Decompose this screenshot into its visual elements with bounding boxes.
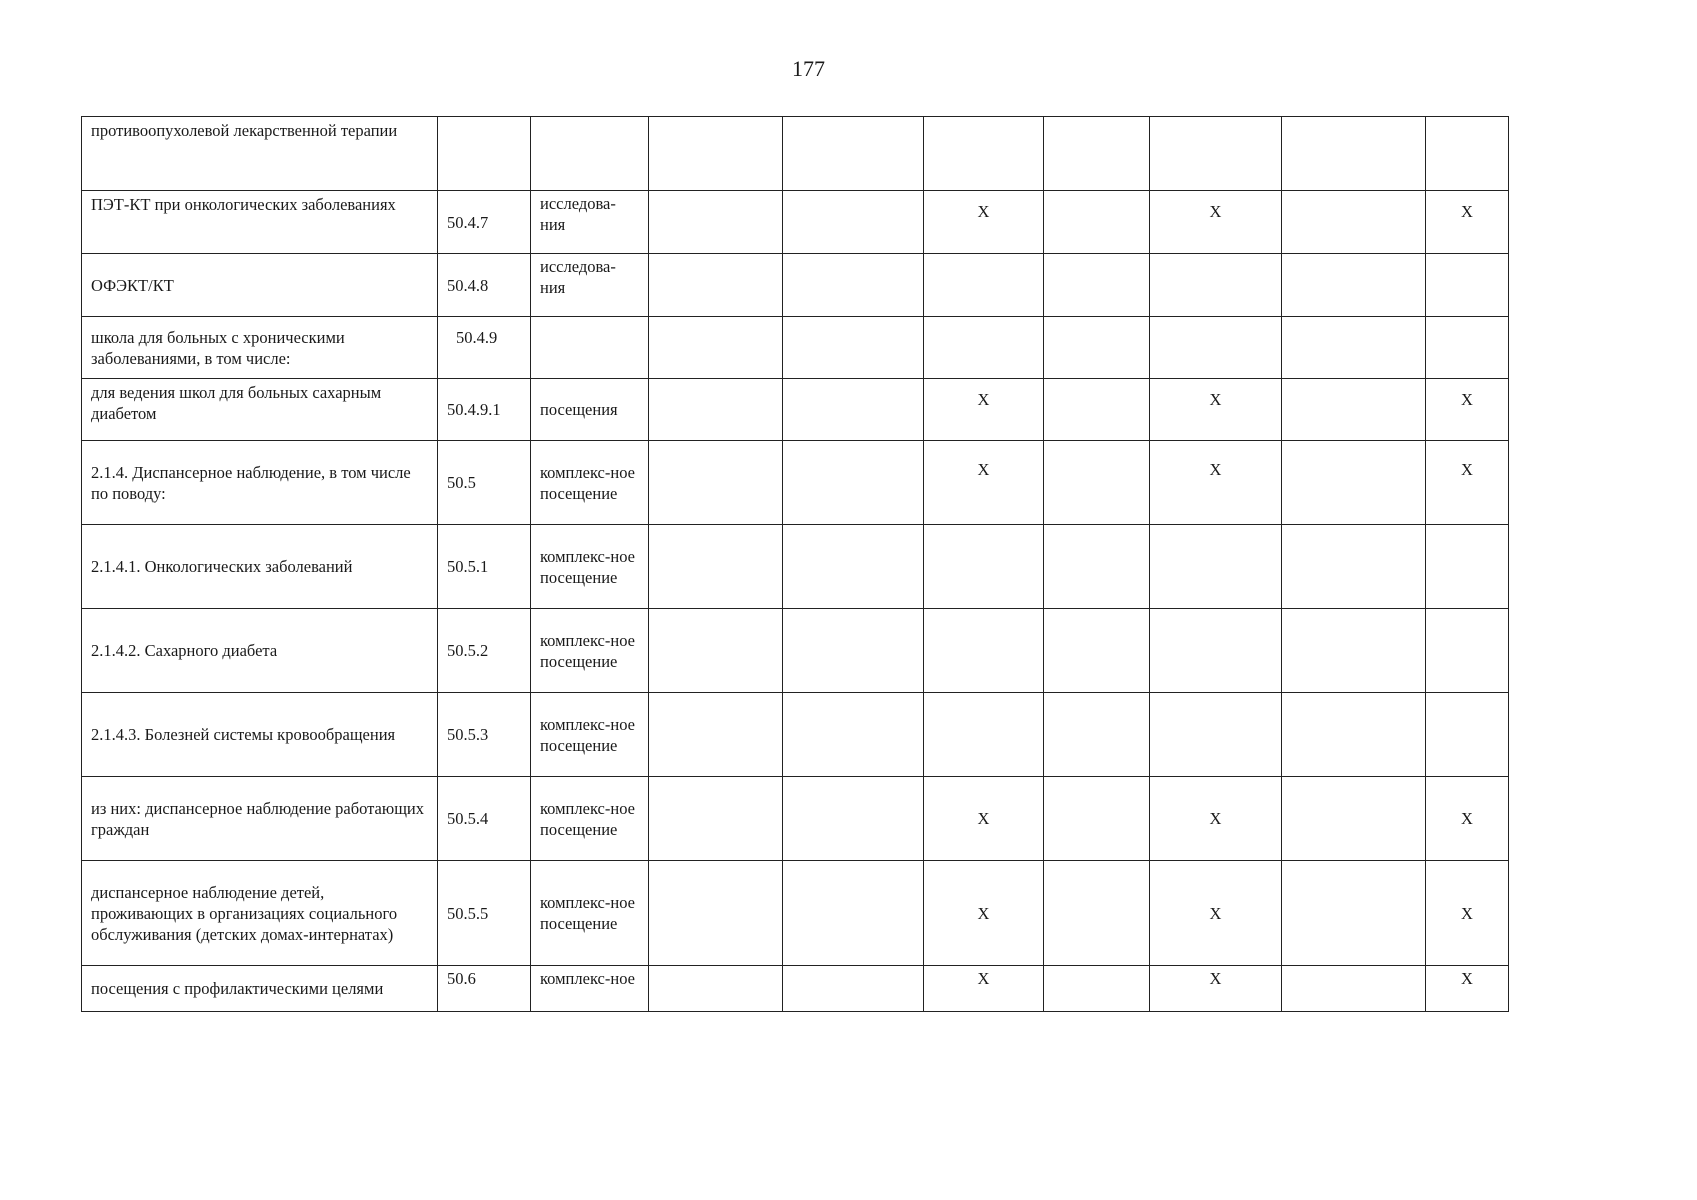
cell-empty xyxy=(1282,966,1426,1012)
mark-cell: X xyxy=(1150,861,1282,966)
row-name: из них: диспансерное наблюдение работающих граждан xyxy=(82,777,438,861)
mark-cell: X xyxy=(1426,379,1509,441)
cell-empty xyxy=(649,379,783,441)
cell-empty xyxy=(1044,777,1150,861)
row-code: 50.5.3 xyxy=(438,693,531,777)
mark-cell xyxy=(924,525,1044,609)
cell-empty xyxy=(1044,693,1150,777)
row-unit: посещения xyxy=(531,379,649,441)
cell-empty xyxy=(649,609,783,693)
row-unit: комплекс-ное посещение xyxy=(531,525,649,609)
cell-empty xyxy=(783,379,924,441)
table-row xyxy=(82,117,1509,191)
table-row xyxy=(82,966,1509,1012)
cell-empty xyxy=(1044,525,1150,609)
mark-cell: X xyxy=(1150,966,1282,1012)
cell-empty xyxy=(1282,777,1426,861)
cell-empty xyxy=(783,609,924,693)
row-code: 50.4.9.1 xyxy=(438,379,531,441)
cell-empty xyxy=(1044,441,1150,525)
cell-empty xyxy=(649,966,783,1012)
row-code xyxy=(438,117,531,191)
cell-empty xyxy=(783,966,924,1012)
cell-empty xyxy=(783,254,924,317)
row-code: 50.4.8 xyxy=(438,254,531,317)
cell-empty xyxy=(1044,379,1150,441)
cell-empty xyxy=(1282,117,1426,191)
cell-empty xyxy=(1282,317,1426,379)
row-name: ПЭТ-КТ при онкологических заболеваниях xyxy=(82,191,438,254)
mark-cell xyxy=(1426,317,1509,379)
row-code: 50.5 xyxy=(438,441,531,525)
cell-empty xyxy=(1282,861,1426,966)
mark-cell: X xyxy=(1426,191,1509,254)
row-unit: комплекс-ное посещение xyxy=(531,861,649,966)
table-row xyxy=(82,379,1509,441)
cell-empty xyxy=(649,317,783,379)
row-unit: комплекс-ное посещение xyxy=(531,693,649,777)
row-code: 50.4.9 xyxy=(438,317,531,379)
row-unit xyxy=(531,317,649,379)
mark-cell xyxy=(1426,609,1509,693)
mark-cell xyxy=(1150,317,1282,379)
mark-cell xyxy=(1426,117,1509,191)
mark-cell xyxy=(924,117,1044,191)
row-name: школа для больных с хроническими заболеваниями, в том числе: xyxy=(82,317,438,379)
row-code: 50.5.1 xyxy=(438,525,531,609)
mark-cell: X xyxy=(924,966,1044,1012)
cell-empty xyxy=(649,117,783,191)
cell-empty xyxy=(1044,861,1150,966)
mark-cell xyxy=(1150,609,1282,693)
mark-cell xyxy=(1150,254,1282,317)
cell-empty xyxy=(1044,317,1150,379)
cell-empty xyxy=(1282,191,1426,254)
mark-cell: X xyxy=(1426,441,1509,525)
row-name: 2.1.4.3. Болезней системы кровообращения xyxy=(82,693,438,777)
mark-cell xyxy=(1426,525,1509,609)
mark-cell xyxy=(1150,693,1282,777)
row-unit: комплекс-ное посещение xyxy=(531,609,649,693)
cell-empty xyxy=(1044,609,1150,693)
table-row xyxy=(82,525,1509,609)
mark-cell xyxy=(1150,525,1282,609)
mark-cell xyxy=(924,254,1044,317)
row-unit: комплекс-ное xyxy=(531,966,649,1012)
row-unit: комплекс-ное посещение xyxy=(531,777,649,861)
cell-empty xyxy=(649,254,783,317)
mark-cell: X xyxy=(1150,441,1282,525)
mark-cell: X xyxy=(1426,777,1509,861)
row-name: для ведения школ для больных сахарным диабетом xyxy=(82,379,438,441)
mark-cell: X xyxy=(1426,861,1509,966)
table-row xyxy=(82,317,1509,379)
mark-cell: X xyxy=(924,191,1044,254)
cell-empty xyxy=(783,317,924,379)
row-code: 50.5.4 xyxy=(438,777,531,861)
cell-empty xyxy=(783,441,924,525)
cell-empty xyxy=(1282,525,1426,609)
mark-cell: X xyxy=(1150,191,1282,254)
table-row xyxy=(82,609,1509,693)
cell-empty xyxy=(783,861,924,966)
row-code: 50.4.7 xyxy=(438,191,531,254)
row-name: ОФЭКТ/КТ xyxy=(82,254,438,317)
mark-cell xyxy=(924,693,1044,777)
cell-empty xyxy=(783,777,924,861)
row-unit: исследова-ния xyxy=(531,254,649,317)
mark-cell xyxy=(924,317,1044,379)
cell-empty xyxy=(783,693,924,777)
row-name: посещения с профилактическими целями xyxy=(82,966,438,1012)
table-row xyxy=(82,693,1509,777)
row-code: 50.5.5 xyxy=(438,861,531,966)
row-unit: исследова-ния xyxy=(531,191,649,254)
mark-cell xyxy=(1150,117,1282,191)
cell-empty xyxy=(1044,254,1150,317)
table-row xyxy=(82,441,1509,525)
mark-cell xyxy=(924,609,1044,693)
cell-empty xyxy=(1282,693,1426,777)
cell-empty xyxy=(649,525,783,609)
cell-empty xyxy=(1044,966,1150,1012)
cell-empty xyxy=(1282,254,1426,317)
mark-cell: X xyxy=(1150,379,1282,441)
cell-empty xyxy=(649,777,783,861)
row-name: диспансерное наблюдение детей, проживающих в организациях социального обслуживания (детских домах-интернатах) xyxy=(82,861,438,966)
cell-empty xyxy=(1282,609,1426,693)
mark-cell: X xyxy=(1426,966,1509,1012)
cell-empty xyxy=(783,525,924,609)
table-row xyxy=(82,777,1509,861)
page-number: 177 xyxy=(792,56,825,81)
mark-cell: X xyxy=(1150,777,1282,861)
mark-cell: X xyxy=(924,861,1044,966)
row-name: 2.1.4.1. Онкологических заболеваний xyxy=(82,525,438,609)
cell-empty xyxy=(649,441,783,525)
row-name: 2.1.4.2. Сахарного диабета xyxy=(82,609,438,693)
row-name: 2.1.4. Диспансерное наблюдение, в том числе по поводу: xyxy=(82,441,438,525)
cell-empty xyxy=(783,117,924,191)
data-table xyxy=(81,116,1509,1012)
table-row xyxy=(82,861,1509,966)
mark-cell: X xyxy=(924,441,1044,525)
mark-cell: X xyxy=(924,777,1044,861)
row-unit: комплекс-ное посещение xyxy=(531,441,649,525)
row-unit xyxy=(531,117,649,191)
cell-empty xyxy=(1044,117,1150,191)
cell-empty xyxy=(649,861,783,966)
cell-empty xyxy=(1044,191,1150,254)
mark-cell xyxy=(1426,693,1509,777)
cell-empty xyxy=(649,191,783,254)
cell-empty xyxy=(1282,379,1426,441)
cell-empty xyxy=(783,191,924,254)
mark-cell xyxy=(1426,254,1509,317)
row-code: 50.5.2 xyxy=(438,609,531,693)
mark-cell: X xyxy=(924,379,1044,441)
row-code: 50.6 xyxy=(438,966,531,1012)
row-name: противоопухолевой лекарственной терапии xyxy=(82,117,438,191)
table-row xyxy=(82,254,1509,317)
cell-empty xyxy=(649,693,783,777)
table-row xyxy=(82,191,1509,254)
cell-empty xyxy=(1282,441,1426,525)
